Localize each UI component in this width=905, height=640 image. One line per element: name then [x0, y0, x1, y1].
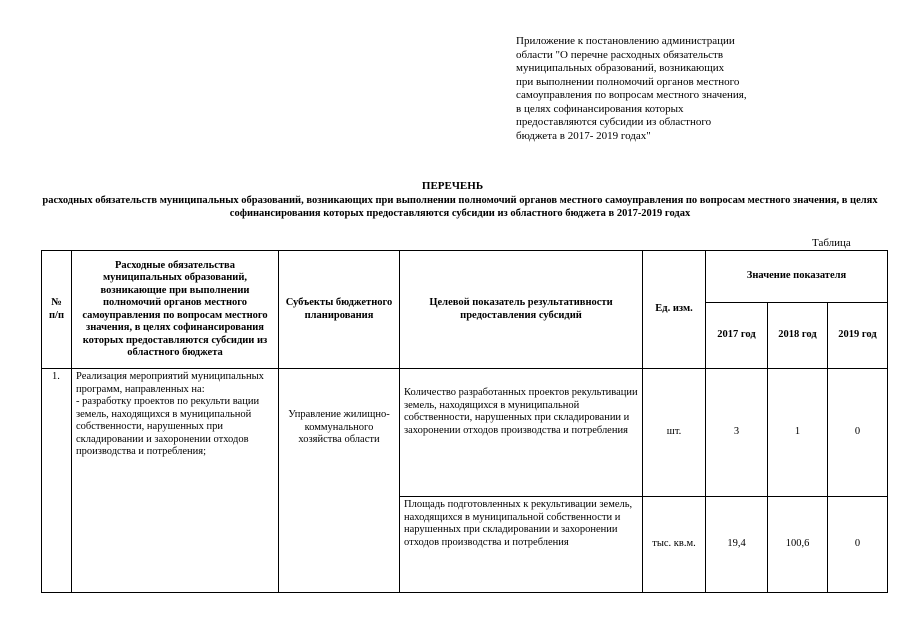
- header-year: 2018 год: [768, 303, 828, 369]
- row-subject-text: Управление жилищно-коммунального хозяйства области: [288, 409, 390, 445]
- indicator-unit: шт.: [643, 369, 706, 497]
- row-obligation: [72, 369, 279, 593]
- indicator-value-2018: 1: [768, 369, 828, 497]
- header-year: 2017 год: [706, 303, 768, 369]
- indicator-value-2018: 100,6: [768, 497, 828, 593]
- header-indicator: Целевой показатель результативности предоставления субсидий: [400, 251, 643, 369]
- obligations-table: [41, 250, 888, 593]
- appendix-line: Приложение к постановлению администрации: [516, 35, 735, 47]
- header-number: № п/п: [42, 251, 72, 369]
- indicator-value-2017: 3: [706, 369, 768, 497]
- header-year: 2019 год: [828, 303, 888, 369]
- indicator-value-2019: 0: [828, 497, 888, 593]
- indicator-unit: тыс. кв.м.: [643, 497, 706, 593]
- indicator-text: Площадь подготовленных к рекультивации земель, находящихся в муниципальной собственности и нарушенных при складировании и захоронении отходов производства и потребления: [400, 497, 643, 593]
- appendix-line: при выполнении полномочий органов местного: [516, 75, 740, 88]
- appendix-note: [516, 35, 816, 143]
- indicator-text: Количество разработанных проектов рекультивации земель, находящихся в муниципальной собственности, нарушенных при складировании и захоронении отходов производства и потребления: [400, 369, 643, 497]
- header-value-group: Значение показателя: [706, 251, 888, 303]
- document-title: ПЕРЕЧЕНЬ: [421, 180, 484, 192]
- header-unit: Ед. изм.: [643, 251, 706, 369]
- table-row: [42, 369, 888, 497]
- row-obligation-text: Реализация мероприятий муниципальных программ, направленных на: - разработку проектов по рекульти вации земель, находящихся в муниципальной собственности, нарушенных при складировании и захоронении отходов производства и потребления;: [76, 371, 264, 457]
- row-subject: [279, 369, 400, 593]
- appendix-line: самоуправления по вопросам местного значения,: [516, 89, 747, 101]
- indicator-value-2019: 0: [828, 369, 888, 497]
- indicator-value-2017: 19,4: [706, 497, 768, 593]
- appendix-line: бюджета в 2017- 2019 годах": [516, 129, 651, 142]
- appendix-line: в целях софинансирования которых: [516, 102, 684, 115]
- header-subjects: Субъекты бюджетного планирования: [279, 251, 400, 369]
- document-subtitle: расходных обязательств муниципальных образований, возникающих при выполнении полномочий органов местного самоуправления по вопросам местного значения, в целях софинансирования которых предоставляются субсидии из областного бюджета в 2017-2019 годах: [42, 195, 878, 219]
- table-label: Таблица: [812, 237, 851, 249]
- appendix-line: области "О перечне расходных обязательств: [516, 48, 724, 61]
- header-obligations: Расходные обязательства муниципальных образований, возникающие при выполнении полномочий органов местного самоуправления по вопросам местного значения, в целях софинансирования которых предоставляются субсидии из областного бюджета: [72, 251, 279, 369]
- row-number: 1.: [42, 369, 72, 593]
- appendix-line: предоставляются субсидии из областного: [516, 116, 712, 128]
- appendix-line: муниципальных образований, возникающих: [516, 62, 725, 74]
